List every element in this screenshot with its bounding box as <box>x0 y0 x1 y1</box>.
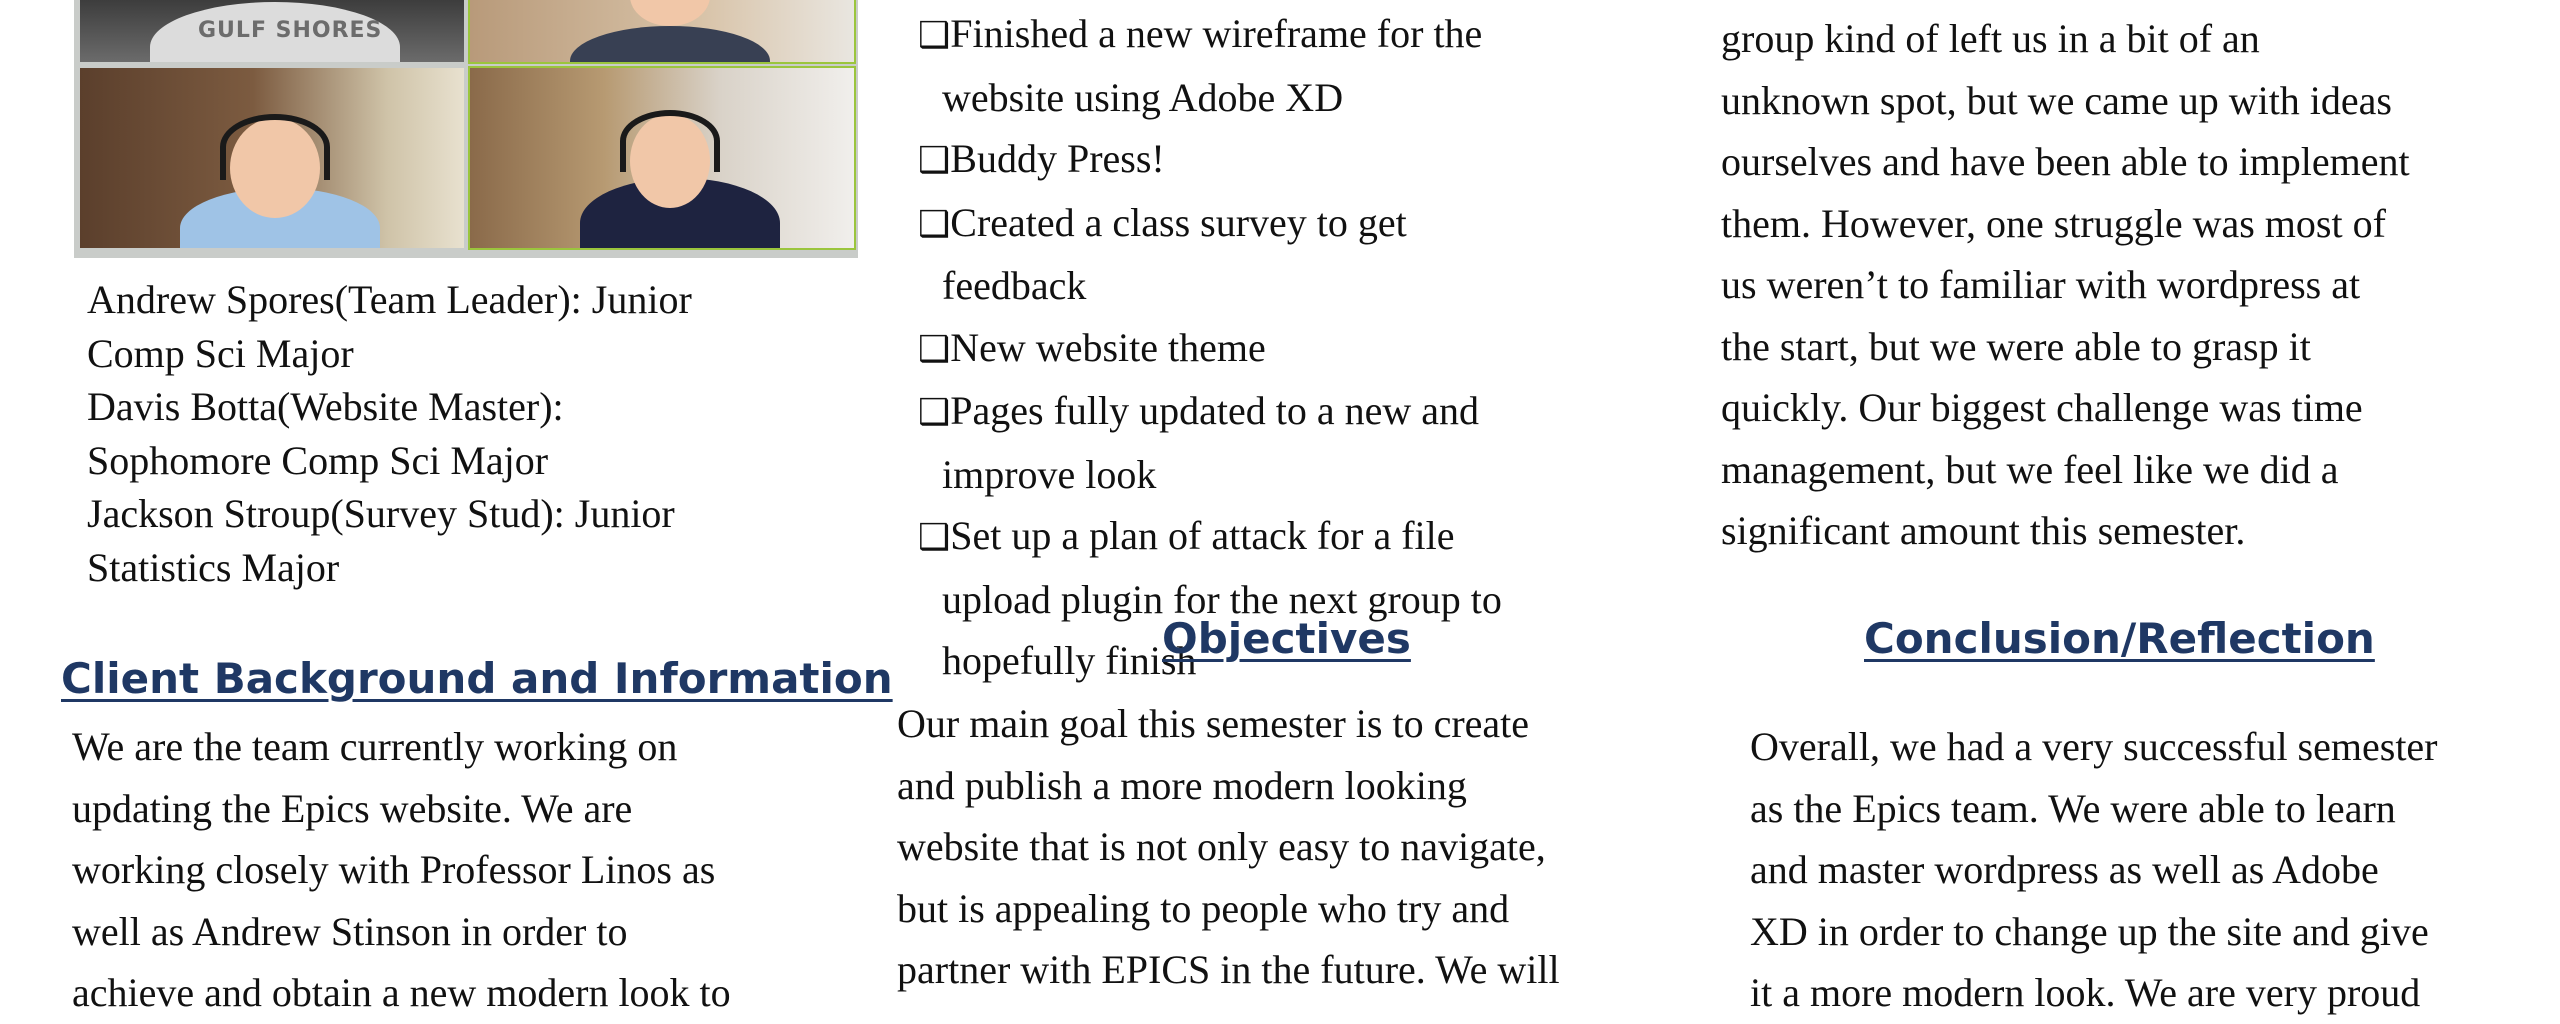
challenges-line: them. However, one struggle was most of <box>1721 200 2386 246</box>
checkbox-icon: ❑ <box>918 140 951 181</box>
team-member-line: Andrew Spores(Team Leader): Junior <box>87 277 692 322</box>
video-tile-3 <box>80 68 464 248</box>
conclusion-line: XD in order to change up the site and give <box>1750 908 2429 954</box>
client-background-line: updating the Epics website. We are <box>72 785 633 831</box>
list-item <box>918 380 1502 505</box>
team-member-line: Sophomore Comp Sci Major <box>87 437 549 483</box>
list-item-text: New website theme <box>950 324 1266 370</box>
objectives-text <box>897 693 1560 1001</box>
accomplishments-list <box>918 3 1502 692</box>
list-item-text: website using Adobe XD <box>942 74 1344 120</box>
video-tile-1 <box>80 0 464 62</box>
challenges-line: the start, but we were able to grasp it <box>1721 323 2311 369</box>
challenges-line: group kind of left us in a bit of an <box>1721 16 2260 61</box>
client-background-line: achieve and obtain a new modern look to <box>72 970 731 1015</box>
list-item-text: Buddy Press! <box>950 136 1165 181</box>
team-photo <box>74 0 858 258</box>
team-member-line: Statistics Major <box>87 544 340 590</box>
list-item-text: feedback <box>942 263 1087 308</box>
client-background-line: well as Andrew Stinson in order to <box>72 908 628 954</box>
list-item-text: Set up a plan of attack for a file <box>950 513 1455 558</box>
list-item <box>918 192 1502 317</box>
challenges-line: ourselves and have been able to implement <box>1721 139 2410 184</box>
objectives-line: and publish a more modern looking <box>897 762 1467 808</box>
client-background-text <box>72 716 731 1024</box>
conclusion-line: and master wordpress as well as Adobe <box>1750 847 2379 892</box>
challenges-line: us weren’t to familiar with wordpress at <box>1721 262 2361 307</box>
shirt-text: GULF SHORES <box>198 18 383 43</box>
objectives-line: partner with EPICS in the future. We will <box>897 947 1560 992</box>
list-item-text: hopefully finish <box>942 638 1197 683</box>
checkbox-icon: ❑ <box>918 392 951 433</box>
conclusion-text <box>1750 716 2438 1024</box>
list-item <box>918 317 1502 381</box>
checkbox-icon: ❑ <box>918 203 951 245</box>
list-item-text: Created a class survey to get <box>950 199 1407 245</box>
challenges-line: quickly. Our biggest challenge was time <box>1721 385 2363 430</box>
client-background-heading: Client Background and Information <box>61 654 893 703</box>
challenges-line: significant amount this semester. <box>1721 508 2246 553</box>
video-tile-2 <box>470 0 854 62</box>
list-item-text: upload plugin for the next group to <box>942 576 1502 622</box>
list-item-text: Pages fully updated to a new and <box>950 388 1480 433</box>
client-background-line: working closely with Professor Linos as <box>72 847 716 892</box>
team-member-line: Davis Botta(Website Master): <box>87 384 564 429</box>
checkbox-icon: ❑ <box>918 517 951 558</box>
list-item-text: improve look <box>942 451 1157 497</box>
objectives-heading: Objectives <box>1162 614 1411 663</box>
challenges-line: unknown spot, but we came up with ideas <box>1721 77 2392 123</box>
challenges-text <box>1721 8 2410 562</box>
conclusion-heading: Conclusion/Reflection <box>1864 614 2375 663</box>
team-member-line: Jackson Stroup(Survey Stud): Junior <box>87 491 675 536</box>
team-members <box>87 273 692 594</box>
challenges-line: management, but we feel like we did a <box>1721 446 2339 492</box>
list-item <box>918 505 1502 692</box>
list-item-text: Finished a new wireframe for the <box>950 11 1483 56</box>
video-tile-4 <box>470 68 854 248</box>
objectives-line: Our main goal this semester is to create <box>897 701 1530 746</box>
checkbox-icon: ❑ <box>918 15 951 56</box>
objectives-line: website that is not only easy to navigate, <box>897 824 1546 869</box>
objectives-line: but is appealing to people who try and <box>897 885 1510 931</box>
list-item <box>918 128 1502 192</box>
team-member-line: Comp Sci Major <box>87 330 354 376</box>
conclusion-line: Overall, we had a very successful semester <box>1750 724 2438 769</box>
conclusion-line: as the Epics team. We were able to learn <box>1750 785 2396 831</box>
list-item <box>918 3 1502 128</box>
client-background-line: We are the team currently working on <box>72 724 678 769</box>
checkbox-icon: ❑ <box>918 328 951 370</box>
conclusion-line: it a more modern look. We are very proud <box>1750 970 2421 1015</box>
